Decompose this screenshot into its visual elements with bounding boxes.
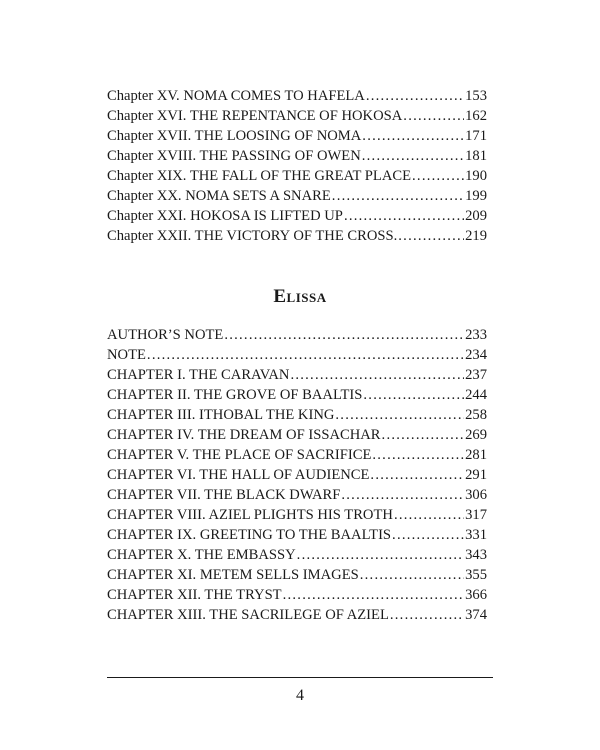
dot-leader [147, 345, 464, 365]
toc-entry [107, 405, 487, 425]
toc-entry-page: 162 [465, 108, 487, 124]
toc-entry-title: Chapter XXII. THE VICTORY OF THE CROSS. [107, 228, 398, 244]
toc-entry [107, 525, 487, 545]
toc-entry-title: Chapter XV. NOMA COMES TO HAFELA [107, 88, 365, 104]
toc-list-continued [107, 86, 487, 246]
dot-leader [370, 465, 464, 485]
toc-entry-page: 306 [465, 487, 487, 503]
toc-entry-title: CHAPTER X. THE EMBASSY [107, 547, 296, 563]
toc-entry-title: CHAPTER VIII. AZIEL PLIGHTS HIS TROTH [107, 507, 393, 523]
toc-entry-title: CHAPTER VII. THE BLACK DWARF [107, 487, 341, 503]
toc-entry-title: CHAPTER I. THE CARAVAN [107, 367, 290, 383]
toc-list-elissa [107, 325, 487, 625]
toc-entry-title: CHAPTER IX. GREETING TO THE BAALTIS [107, 527, 392, 543]
toc-entry [107, 106, 487, 126]
toc-entry-page: 171 [465, 128, 487, 144]
toc-entry-page: 199 [465, 188, 487, 204]
toc-entry-title: Chapter XVIII. THE PASSING OF OWEN [107, 148, 361, 164]
toc-entry [107, 605, 487, 625]
toc-entry [107, 146, 487, 166]
toc-entry-page: 291 [465, 467, 487, 483]
toc-entry-page: 281 [465, 447, 487, 463]
toc-entry-page: 366 [465, 587, 487, 603]
toc-entry [107, 565, 487, 585]
toc-entry-page: 153 [465, 88, 487, 104]
dot-leader [390, 605, 464, 625]
toc-entry-title: CHAPTER XIII. THE SACRILEGE OF AZIEL [107, 607, 389, 623]
dot-leader [363, 385, 464, 405]
dot-leader [398, 226, 464, 246]
toc-entry-title: CHAPTER IV. THE DREAM OF ISSACHAR [107, 427, 381, 443]
toc-entry [107, 505, 487, 525]
toc-entry [107, 545, 487, 565]
footer-rule [107, 677, 493, 678]
dot-leader [360, 565, 464, 585]
toc-entry [107, 186, 487, 206]
toc-entry [107, 126, 487, 146]
dot-leader [412, 166, 464, 186]
toc-entry-title: CHAPTER XI. METEM SELLS IMAGES [107, 567, 359, 583]
toc-entry [107, 485, 487, 505]
toc-entry-page: 237 [465, 367, 487, 383]
toc-entry-page: 219 [465, 228, 487, 244]
toc-entry-page: 258 [465, 407, 487, 423]
toc-entry-page: 209 [465, 208, 487, 224]
toc-entry [107, 206, 487, 226]
toc-entry [107, 445, 487, 465]
toc-entry [107, 365, 487, 385]
dot-leader [224, 325, 464, 345]
dot-leader [297, 545, 464, 565]
dot-leader [283, 585, 465, 605]
toc-entry-title: Chapter XIX. THE FALL OF THE GREAT PLACE [107, 168, 412, 184]
dot-leader [341, 485, 464, 505]
toc-entry-page: 244 [465, 387, 487, 403]
toc-entry-title: Chapter XX. NOMA SETS A SNARE [107, 188, 331, 204]
toc-entry-page: 374 [465, 607, 487, 623]
toc-entry [107, 166, 487, 186]
dot-leader [372, 445, 464, 465]
toc-entry-title: AUTHOR’S NOTE [107, 327, 224, 343]
page-number: 4 [296, 687, 304, 704]
dot-leader [335, 405, 464, 425]
toc-entry [107, 86, 487, 106]
toc-entry [107, 226, 487, 246]
dot-leader [394, 505, 464, 525]
toc-entry [107, 345, 487, 365]
dot-leader [332, 186, 464, 206]
dot-leader [344, 206, 464, 226]
dot-leader [290, 365, 464, 385]
toc-entry-title: CHAPTER V. THE PLACE OF SACRIFICE [107, 447, 372, 463]
toc-entry [107, 585, 487, 605]
toc-entry-title: NOTE [107, 347, 146, 363]
toc-entry-page: 355 [465, 567, 487, 583]
dot-leader [392, 525, 464, 545]
toc-entry-page: 331 [465, 527, 487, 543]
toc-entry-title: Chapter XVII. THE LOOSING OF NOMA [107, 128, 362, 144]
toc-entry-title: CHAPTER III. ITHOBAL THE KING [107, 407, 335, 423]
toc-entry-title: Chapter XVI. THE REPENTANCE OF HOKOSA [107, 108, 403, 124]
dot-leader [366, 86, 464, 106]
section-heading-elissa: Elissa [273, 286, 327, 307]
toc-entry-page: 190 [465, 168, 487, 184]
toc-entry-page: 317 [465, 507, 487, 523]
toc-entry-title: Chapter XXI. HOKOSA IS LIFTED UP [107, 208, 343, 224]
toc-entry-page: 343 [465, 547, 487, 563]
dot-leader [362, 126, 464, 146]
dot-leader [362, 146, 464, 166]
toc-entry-page: 234 [465, 347, 487, 363]
toc-entry [107, 385, 487, 405]
toc-entry-page: 181 [465, 148, 487, 164]
toc-entry [107, 465, 487, 485]
toc-entry-title: CHAPTER II. THE GROVE OF BAALTIS [107, 387, 363, 403]
toc-entry-page: 233 [465, 327, 487, 343]
toc-entry [107, 325, 487, 345]
toc-entry-page: 269 [465, 427, 487, 443]
dot-leader [382, 425, 465, 445]
dot-leader [403, 106, 464, 126]
toc-entry-title: CHAPTER XII. THE TRYST [107, 587, 282, 603]
toc-entry-title: CHAPTER VI. THE HALL OF AUDIENCE [107, 467, 370, 483]
toc-entry [107, 425, 487, 445]
